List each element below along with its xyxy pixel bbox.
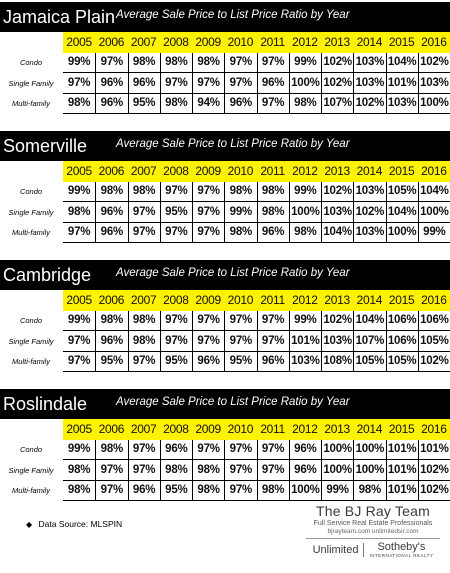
- row-label: Multi-family: [12, 99, 50, 109]
- section-3: [0, 389, 450, 501]
- ratio-cell: 100%: [289, 481, 321, 501]
- year-cell: 2011: [260, 35, 285, 50]
- ratio-cell: 103%: [418, 73, 450, 93]
- ratio-cell: 98%: [128, 311, 160, 331]
- ratio-cell: 103%: [353, 53, 385, 73]
- ratio-cell: 97%: [192, 73, 224, 93]
- year-header-row: [0, 32, 450, 53]
- year-cell: 2013: [324, 293, 350, 308]
- section-1: [0, 131, 450, 243]
- ratio-cell: 102%: [418, 53, 450, 73]
- ratio-cell: 97%: [160, 73, 192, 93]
- ratio-cell: 97%: [192, 182, 224, 202]
- section-2: [0, 260, 450, 372]
- ratio-cell: 99%: [418, 223, 450, 243]
- year-cell: 2012: [292, 164, 318, 179]
- year-cell: 2010: [227, 422, 254, 437]
- year-cell: 2015: [388, 293, 415, 308]
- ratio-cell: 96%: [95, 73, 127, 93]
- ratio-cell: 100%: [321, 460, 353, 480]
- year-row-label: [0, 32, 62, 53]
- year-cell: 2009: [195, 422, 221, 437]
- row-cells: [63, 202, 450, 223]
- unlimited-logo: Unlimited: [312, 544, 359, 557]
- ratio-cell: 95%: [160, 481, 192, 501]
- section-0: [0, 2, 450, 114]
- year-cell: 2010: [227, 293, 254, 308]
- table-subtitle: Average Sale Price to List Price Ratio by Year: [116, 267, 350, 279]
- ratio-cell: 101%: [418, 440, 450, 460]
- ratio-cell: 97%: [224, 460, 256, 480]
- year-cell: 2008: [163, 164, 189, 179]
- year-cell: 2014: [356, 35, 383, 50]
- year-cell: 2016: [421, 293, 447, 308]
- ratio-cell: 101%: [386, 481, 418, 501]
- ratio-cell: 99%: [67, 185, 91, 198]
- ratio-cell: 105%: [353, 352, 385, 372]
- ratio-cell: 98%: [224, 223, 256, 243]
- ratio-cell: 103%: [353, 223, 385, 243]
- brand-divider: [306, 538, 440, 539]
- city-name: Somerville: [3, 135, 88, 156]
- ratio-cell: 100%: [353, 460, 385, 480]
- ratio-cell: 97%: [95, 53, 127, 73]
- ratio-cell: 100%: [289, 73, 321, 93]
- ratio-cell: 98%: [95, 311, 127, 331]
- ratio-cell: 97%: [257, 331, 289, 351]
- ratio-cell: 100%: [353, 440, 385, 460]
- ratio-cell: 104%: [418, 182, 450, 202]
- table-subtitle: Average Sale Price to List Price Ratio by Year: [116, 9, 350, 21]
- year-cell: 2012: [292, 293, 318, 308]
- table-row: [0, 202, 450, 223]
- ratio-cell: 102%: [353, 202, 385, 222]
- year-cell: 2010: [227, 35, 254, 50]
- ratio-cell: 97%: [192, 223, 224, 243]
- ratio-cell: 97%: [95, 460, 127, 480]
- year-cell: 2006: [98, 164, 125, 179]
- ratio-cell: 95%: [160, 352, 192, 372]
- ratio-cell: 103%: [386, 94, 418, 114]
- year-cell: 2005: [66, 293, 92, 308]
- ratio-cell: 103%: [321, 202, 353, 222]
- ratio-cell: 96%: [160, 440, 192, 460]
- section-header: [0, 131, 450, 161]
- ratio-cell: 98%: [257, 182, 289, 202]
- ratio-cell: 102%: [321, 311, 353, 331]
- ratio-cell: 100%: [418, 94, 450, 114]
- ratio-cell: 102%: [353, 94, 385, 114]
- year-cell: 2016: [421, 164, 447, 179]
- year-cell: 2005: [66, 422, 92, 437]
- year-cell: 2012: [292, 35, 318, 50]
- ratio-cell: 97%: [224, 481, 256, 501]
- ratio-cell: 97%: [224, 73, 256, 93]
- ratio-cell: 101%: [386, 440, 418, 460]
- year-cell: 2005: [66, 35, 92, 50]
- table-row: [0, 311, 450, 332]
- year-cell: 2014: [356, 164, 383, 179]
- ratio-cell: 99%: [289, 311, 321, 331]
- ratio-cell: 95%: [160, 202, 192, 222]
- logo-separator: [363, 543, 364, 557]
- year-cell: 2006: [98, 422, 125, 437]
- table-row: [0, 460, 450, 481]
- row-cells: [63, 331, 450, 352]
- ratio-cell: 98%: [289, 94, 321, 114]
- row-label: Condo: [19, 58, 43, 68]
- ratio-cell: 96%: [95, 202, 127, 222]
- row-label: Single Family: [8, 336, 54, 346]
- table-row: [0, 331, 450, 352]
- ratio-cell: 98%: [257, 481, 289, 501]
- ratio-cell: 103%: [353, 182, 385, 202]
- ratio-cell: 97%: [128, 352, 160, 372]
- year-cell: 2008: [163, 35, 189, 50]
- year-row-label: [0, 161, 62, 182]
- table-row: [0, 481, 450, 502]
- ratio-cell: 97%: [257, 53, 289, 73]
- city-name: Roslindale: [3, 393, 88, 414]
- year-cell: 2012: [292, 422, 318, 437]
- ratio-cell: 102%: [321, 73, 353, 93]
- year-cell: 2007: [130, 164, 157, 179]
- row-label: Condo: [19, 187, 43, 197]
- ratio-cell: 95%: [128, 94, 160, 114]
- row-label: Single Family: [8, 465, 54, 475]
- year-cell: 2008: [163, 293, 189, 308]
- ratio-cell: 106%: [418, 311, 450, 331]
- section-header: [0, 2, 450, 32]
- year-cell: 2010: [227, 164, 254, 179]
- ratio-cell: 97%: [160, 311, 192, 331]
- year-cells: [63, 290, 450, 311]
- ratio-cell: 96%: [289, 460, 321, 480]
- row-cells: [63, 182, 450, 203]
- row-label: Condo: [19, 445, 43, 455]
- ratio-cell: 97%: [224, 331, 256, 351]
- year-row-label: [0, 419, 62, 440]
- ratio-cell: 97%: [128, 460, 160, 480]
- ratio-cell: 97%: [160, 223, 192, 243]
- ratio-cell: 97%: [192, 202, 224, 222]
- row-cells: [63, 460, 450, 481]
- ratio-cell: 98%: [128, 331, 160, 351]
- year-cell: 2007: [130, 422, 157, 437]
- ratio-cell: 101%: [386, 460, 418, 480]
- city-name: Cambridge: [3, 264, 92, 285]
- ratio-cell: 97%: [67, 355, 91, 368]
- ratio-cell: 100%: [321, 440, 353, 460]
- ratio-cell: 104%: [386, 53, 418, 73]
- year-cell: 2005: [66, 164, 92, 179]
- ratio-cell: 96%: [128, 73, 160, 93]
- table-row: [0, 223, 450, 244]
- ratio-cell: 98%: [224, 182, 256, 202]
- sothebys-logo-text: Sotheby's: [377, 541, 426, 553]
- ratio-cell: 97%: [67, 334, 91, 347]
- row-cells: [63, 311, 450, 332]
- ratio-cell: 98%: [192, 481, 224, 501]
- ratio-cell: 107%: [321, 94, 353, 114]
- year-cell: 2013: [324, 422, 350, 437]
- year-cell: 2007: [130, 35, 157, 50]
- ratio-cell: 97%: [224, 440, 256, 460]
- ratio-cell: 97%: [128, 202, 160, 222]
- ratio-cell: 99%: [289, 53, 321, 73]
- table-subtitle: Average Sale Price to List Price Ratio by Year: [116, 138, 350, 150]
- brand-tagline: Full Service Real Estate Professionals: [313, 520, 433, 527]
- ratio-cell: 97%: [257, 460, 289, 480]
- year-cell: 2009: [195, 35, 221, 50]
- ratio-cell: 106%: [386, 331, 418, 351]
- ratio-cell: 105%: [418, 331, 450, 351]
- sothebys-logo: [369, 542, 433, 559]
- ratio-cell: 98%: [160, 53, 192, 73]
- ratio-cell: 99%: [289, 182, 321, 202]
- year-header-row: [0, 161, 450, 182]
- brand-websites: bjrayteam.com unlimitedsir.com: [327, 528, 419, 535]
- ratio-cell: 99%: [67, 314, 91, 327]
- year-cell: 2014: [356, 422, 383, 437]
- year-cell: 2013: [324, 164, 350, 179]
- ratio-cell: 96%: [95, 331, 127, 351]
- ratio-cell: 99%: [67, 56, 91, 69]
- bullet-icon: ◆: [26, 520, 33, 529]
- ratio-cell: 98%: [67, 97, 91, 110]
- ratio-cell: 98%: [67, 484, 91, 497]
- year-header-row: [0, 290, 450, 311]
- section-header: [0, 260, 450, 290]
- year-cell: 2008: [163, 422, 189, 437]
- row-cells: [63, 352, 450, 373]
- ratio-cell: 97%: [257, 94, 289, 114]
- ratio-cell: 100%: [386, 223, 418, 243]
- ratio-cell: 102%: [418, 460, 450, 480]
- ratio-cell: 98%: [67, 205, 91, 218]
- year-cell: 2015: [388, 35, 415, 50]
- ratio-cell: 96%: [257, 223, 289, 243]
- ratio-cell: 98%: [128, 182, 160, 202]
- year-cell: 2009: [195, 164, 221, 179]
- ratio-cell: 97%: [192, 331, 224, 351]
- ratio-cell: 97%: [67, 226, 91, 239]
- section-header: [0, 389, 450, 419]
- ratio-cell: 96%: [95, 223, 127, 243]
- year-row-label: [0, 290, 62, 311]
- ratio-cell: 97%: [192, 440, 224, 460]
- ratio-cell: 95%: [224, 352, 256, 372]
- ratio-cell: 97%: [128, 223, 160, 243]
- row-cells: [63, 94, 450, 115]
- ratio-cell: 101%: [289, 331, 321, 351]
- row-label: Condo: [19, 316, 43, 326]
- row-cells: [63, 73, 450, 94]
- ratio-cell: 98%: [128, 53, 160, 73]
- row-cells: [63, 223, 450, 244]
- ratio-cell: 95%: [95, 352, 127, 372]
- ratio-cell: 103%: [289, 352, 321, 372]
- ratio-cell: 96%: [289, 440, 321, 460]
- ratio-cell: 103%: [321, 331, 353, 351]
- city-name: Jamaica Plain: [3, 6, 116, 27]
- year-cell: 2009: [195, 293, 221, 308]
- year-header-row: [0, 419, 450, 440]
- row-cells: [63, 440, 450, 461]
- ratio-cell: 100%: [289, 202, 321, 222]
- ratio-cell: 98%: [192, 460, 224, 480]
- ratio-cell: 101%: [386, 73, 418, 93]
- ratio-cell: 104%: [353, 311, 385, 331]
- table-row: [0, 53, 450, 74]
- ratio-cell: 107%: [353, 331, 385, 351]
- ratio-cell: 102%: [418, 481, 450, 501]
- data-source-text: Data Source: MLSPIN: [38, 519, 123, 529]
- ratio-cell: 98%: [289, 223, 321, 243]
- brand-block: [298, 503, 448, 559]
- ratio-cell: 97%: [160, 182, 192, 202]
- year-cell: 2011: [260, 422, 285, 437]
- year-cell: 2015: [388, 164, 415, 179]
- ratio-cell: 104%: [321, 223, 353, 243]
- ratio-cell: 103%: [353, 73, 385, 93]
- ratio-cell: 108%: [321, 352, 353, 372]
- ratio-cell: 97%: [192, 311, 224, 331]
- ratio-cell: 98%: [95, 182, 127, 202]
- table-row: [0, 94, 450, 115]
- ratio-cell: 98%: [160, 94, 192, 114]
- data-source-note: [26, 519, 122, 529]
- table-row: [0, 182, 450, 203]
- ratio-cell: 104%: [386, 202, 418, 222]
- ratio-cell: 98%: [67, 463, 91, 476]
- ratio-cell: 99%: [224, 202, 256, 222]
- ratio-cell: 102%: [321, 182, 353, 202]
- ratio-cell: 97%: [224, 53, 256, 73]
- ratio-cell: 96%: [257, 352, 289, 372]
- ratio-cell: 98%: [95, 440, 127, 460]
- row-cells: [63, 53, 450, 74]
- year-cell: 2015: [388, 422, 415, 437]
- ratio-cell: 97%: [257, 440, 289, 460]
- year-cell: 2011: [260, 164, 285, 179]
- ratio-cell: 94%: [192, 94, 224, 114]
- table-row: [0, 352, 450, 373]
- row-label: Multi-family: [12, 486, 50, 496]
- ratio-cell: 97%: [224, 311, 256, 331]
- ratio-cell: 97%: [95, 481, 127, 501]
- ratio-cell: 106%: [386, 311, 418, 331]
- ratio-cell: 98%: [257, 202, 289, 222]
- ratio-cell: 98%: [353, 481, 385, 501]
- year-cell: 2011: [260, 293, 285, 308]
- year-cells: [63, 32, 450, 53]
- year-cell: 2016: [421, 35, 447, 50]
- year-cell: 2006: [98, 293, 125, 308]
- sothebys-logo-subtext: INTERNATIONAL REALTY: [369, 553, 434, 558]
- ratio-cell: 99%: [321, 481, 353, 501]
- year-cell: 2016: [421, 422, 447, 437]
- ratio-cell: 96%: [224, 94, 256, 114]
- ratio-cell: 98%: [160, 460, 192, 480]
- row-label: Multi-family: [12, 228, 50, 238]
- ratio-cell: 100%: [418, 202, 450, 222]
- ratio-cell: 96%: [257, 73, 289, 93]
- year-cell: 2013: [324, 35, 350, 50]
- year-cell: 2014: [356, 293, 383, 308]
- brand-logos: [298, 542, 448, 559]
- table-row: [0, 73, 450, 94]
- row-label: Multi-family: [12, 357, 50, 367]
- ratio-cell: 105%: [386, 352, 418, 372]
- ratio-cell: 99%: [67, 443, 91, 456]
- year-cells: [63, 161, 450, 182]
- ratio-cell: 96%: [95, 94, 127, 114]
- ratio-cell: 96%: [192, 352, 224, 372]
- table-subtitle: Average Sale Price to List Price Ratio by Year: [116, 396, 350, 408]
- year-cells: [63, 419, 450, 440]
- row-label: Single Family: [8, 78, 54, 88]
- row-cells: [63, 481, 450, 502]
- ratio-cell: 98%: [192, 53, 224, 73]
- ratio-cell: 102%: [321, 53, 353, 73]
- ratio-cell: 97%: [160, 331, 192, 351]
- year-cell: 2007: [130, 293, 157, 308]
- year-cell: 2006: [98, 35, 125, 50]
- ratio-cell: 96%: [128, 481, 160, 501]
- table-row: [0, 440, 450, 461]
- ratio-cell: 102%: [418, 352, 450, 372]
- ratio-cell: 97%: [67, 76, 91, 89]
- ratio-cell: 105%: [386, 182, 418, 202]
- row-label: Single Family: [8, 207, 54, 217]
- ratio-cell: 97%: [128, 440, 160, 460]
- ratio-cell: 97%: [257, 311, 289, 331]
- brand-team-name: The BJ Ray Team: [315, 503, 430, 519]
